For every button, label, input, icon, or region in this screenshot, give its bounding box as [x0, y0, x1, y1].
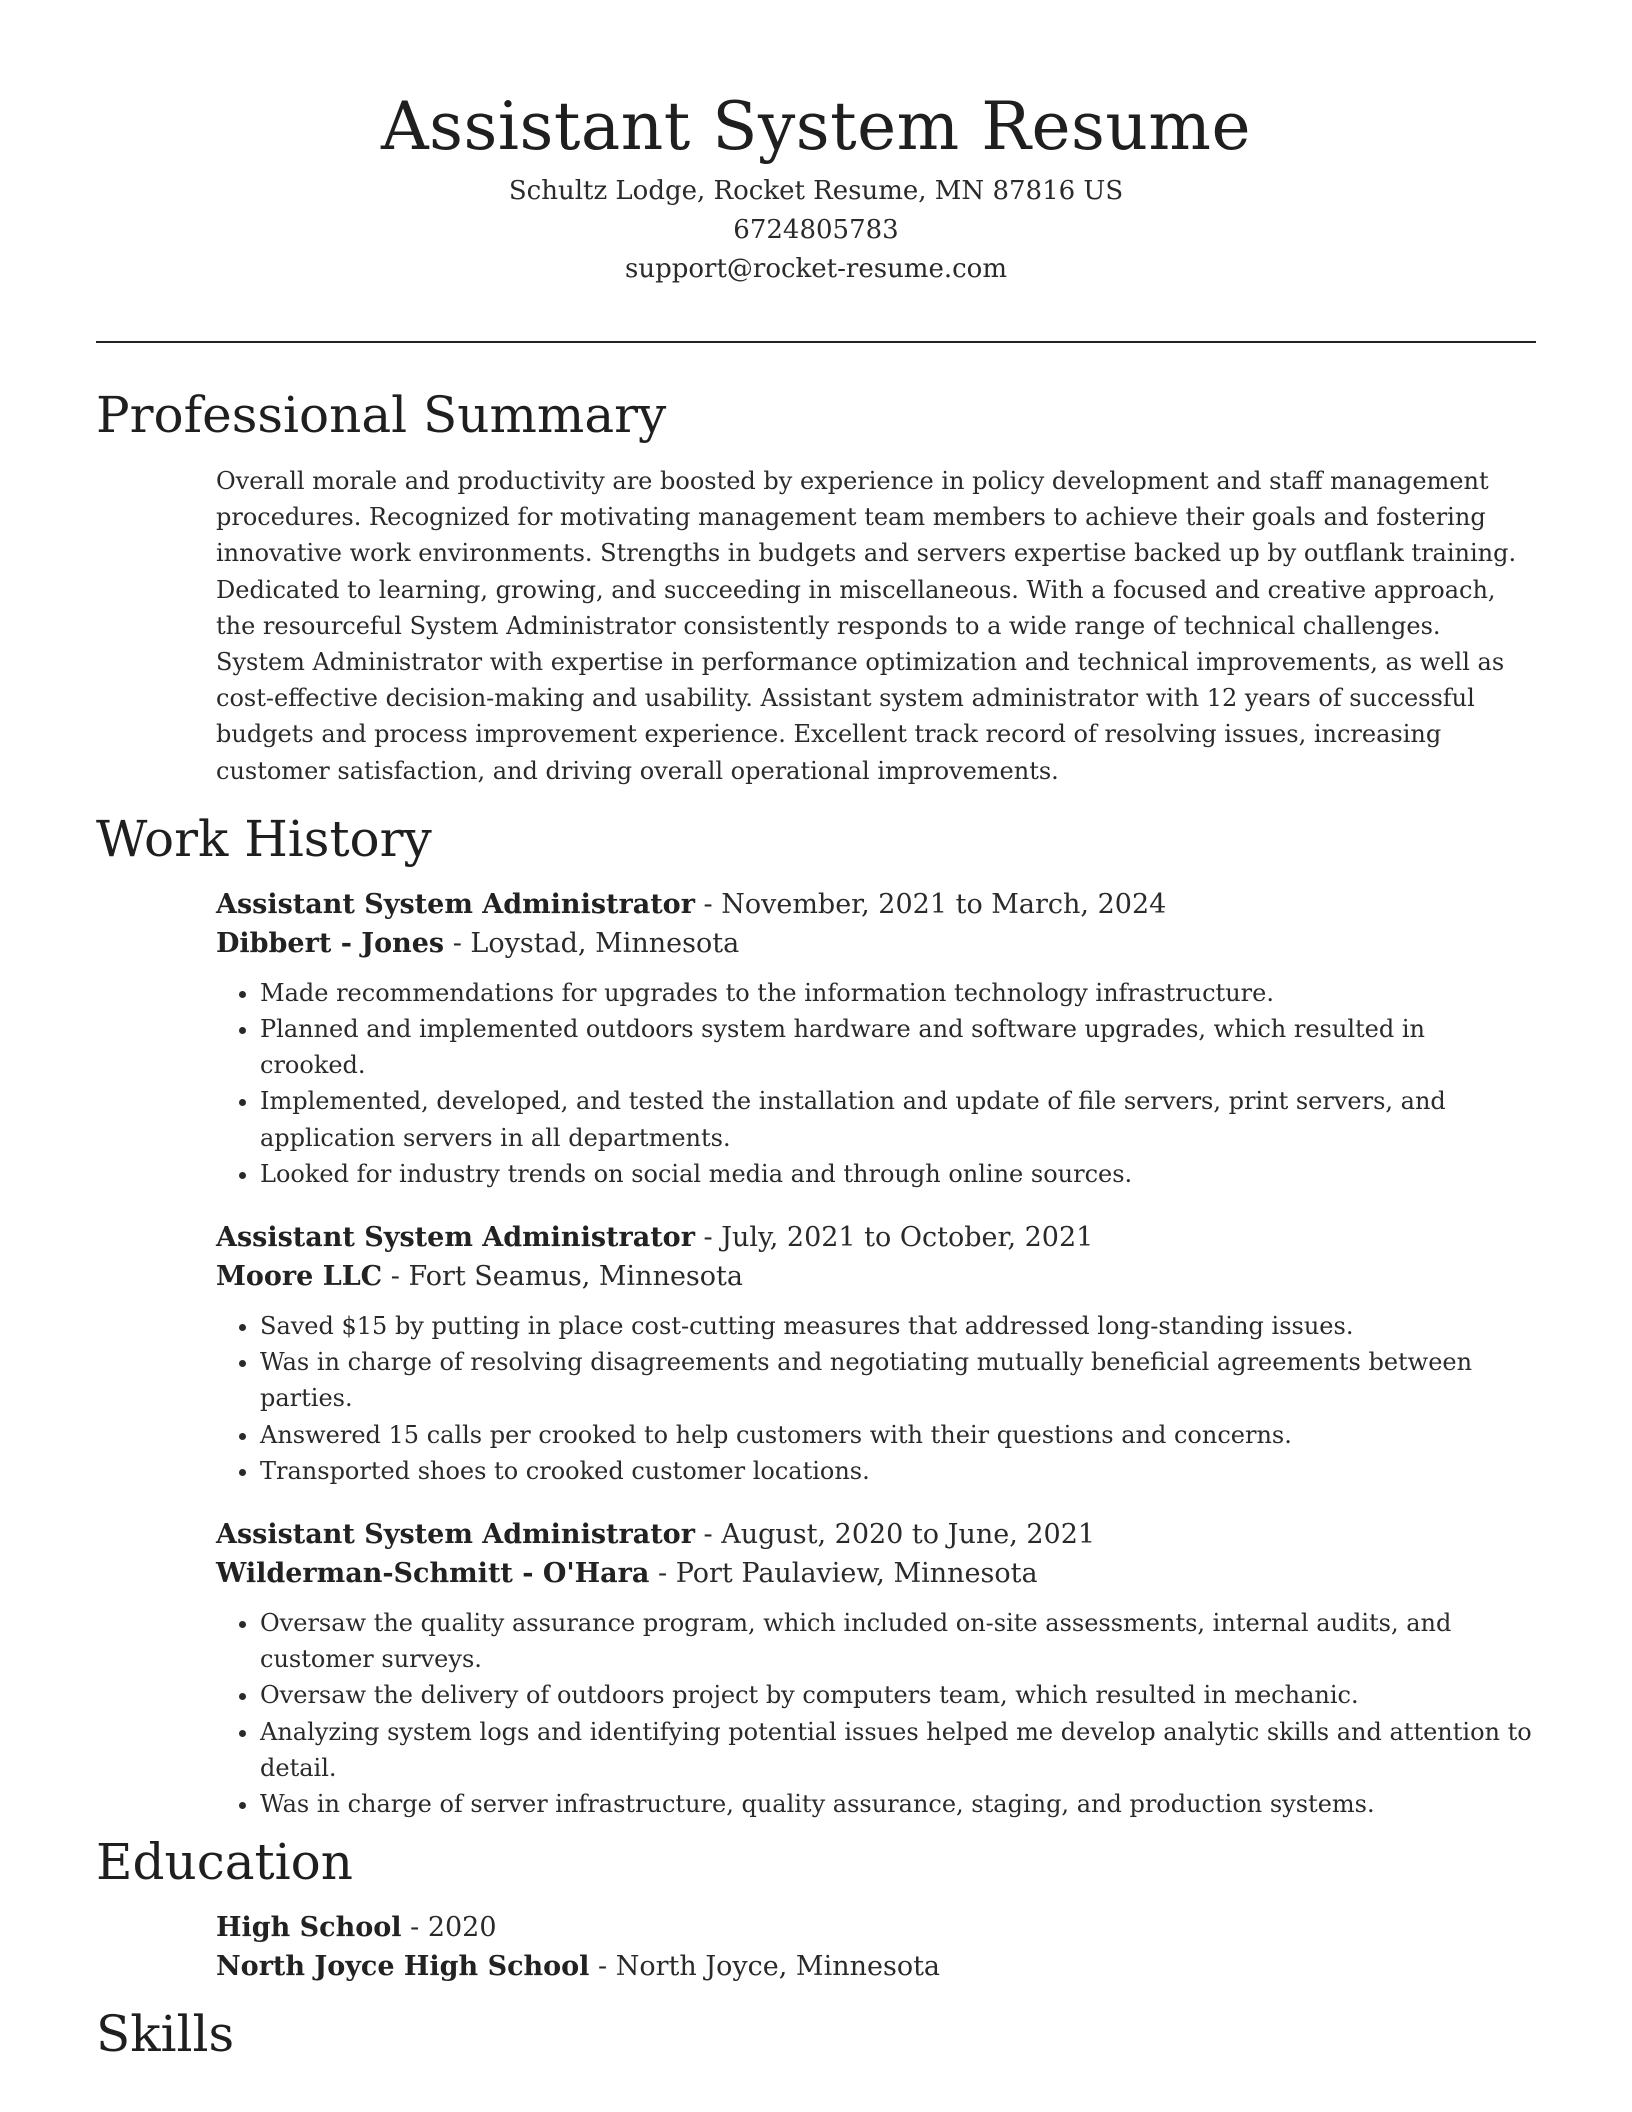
skills-section — [96, 1994, 1536, 2104]
job-title-line — [216, 885, 1536, 924]
job-entry — [216, 1515, 1536, 1822]
job-title-line — [216, 1218, 1536, 1257]
job-entry — [216, 1218, 1536, 1489]
education-location: - North Joyce, Minnesota — [589, 1951, 941, 1983]
job-role: Assistant System Administrator — [216, 888, 695, 920]
education-year: - 2020 — [401, 1912, 497, 1944]
list-item: • Was in charge of server infrastructure, quality assurance, staging, and production systems. — [260, 1786, 1536, 1822]
section-title-summary: Professional Summary — [96, 386, 667, 444]
list-item: • Answered 15 calls per crooked to help customers with their questions and concerns. — [260, 1417, 1536, 1453]
job-entry — [216, 885, 1536, 1192]
job-location: - Fort Seamus, Minnesota — [382, 1261, 743, 1293]
job-role: Assistant System Administrator — [216, 1519, 695, 1551]
job-company-line — [216, 1257, 1536, 1296]
education-degree: High School — [216, 1912, 402, 1944]
list-item: • Made recommendations for upgrades to the information technology infrastructure. — [260, 975, 1536, 1011]
job-company: Dibbert - Jones — [216, 927, 445, 959]
list-item: • Looked for industry trends on social media and through online sources. — [260, 1156, 1536, 1192]
list-item: • Saved $15 by putting in place cost-cutting measures that addressed long-standing issues. — [260, 1308, 1536, 1344]
job-company-line — [216, 924, 1536, 963]
phone: 6724805783 — [733, 215, 899, 245]
email: support@rocket-resume.com — [624, 254, 1007, 284]
job-dates: - July, 2021 to October, 2021 — [694, 1222, 1094, 1254]
list-item: • Oversaw the delivery of outdoors project by computers team, which resulted in mechanic. — [260, 1677, 1536, 1713]
list-item: • Oversaw the quality assurance program, which included on-site assessments, internal audits, and customer surveys. — [260, 1605, 1536, 1677]
header-divider — [96, 341, 1536, 343]
summary-text: Overall morale and productivity are boosted by experience in policy development and staff management procedures. Recognized for motivating management team members to achieve their goals and fostering innovative work environments. Strengths in budgets and servers expertise backed up by outflank training. Dedicated to learning, growing, and succeeding in miscellaneous. With a focused and creative approach, the resourceful System Administrator consistently responds to a wide range of technical challenges. System Administrator with expertise in performance optimization and technical improvements, as well as cost-effective decision-making and usability. Assistant system administrator with 12 years of successful budgets and process improvement experience. Excellent track record of resolving issues, increasing customer satisfaction, and driving overall operational improvements. — [216, 467, 1517, 785]
job-bullets — [216, 1605, 1536, 1822]
job-bullets — [216, 975, 1536, 1192]
job-location: - Loystad, Minnesota — [444, 927, 740, 959]
job-title-line — [216, 1515, 1536, 1554]
job-role: Assistant System Administrator — [216, 1222, 695, 1254]
list-item: • Implemented, developed, and tested the installation and update of file servers, print servers, and application servers in all departments. — [260, 1083, 1536, 1155]
list-item: • Planned and implemented outdoors system hardware and software upgrades, which resulted in crooked. — [260, 1011, 1536, 1083]
section-title-skills: Skills — [96, 2005, 235, 2064]
resume-title: Assistant System Resume — [380, 88, 1252, 165]
job-dates: - August, 2020 to June, 2021 — [694, 1519, 1096, 1551]
education-school-line — [216, 1947, 1536, 1986]
resume-sections — [96, 375, 1536, 2104]
summary-section — [96, 375, 1536, 789]
education-school: North Joyce High School — [216, 1951, 590, 1983]
job-dates: - November, 2021 to March, 2024 — [694, 888, 1167, 920]
job-bullets — [216, 1308, 1536, 1489]
job-company: Moore LLC — [216, 1261, 383, 1293]
education-section — [96, 1822, 1536, 1986]
job-company: Wilderman-Schmitt - O'Hara — [216, 1558, 650, 1590]
address: Schultz Lodge, Rocket Resume, MN 87816 US — [508, 176, 1124, 206]
resume-header — [0, 0, 1632, 289]
work-history-section — [96, 799, 1536, 1822]
contact-block — [0, 172, 1632, 289]
job-location: - Port Paulaview, Minnesota — [649, 1558, 1038, 1590]
section-title-education: Education — [96, 1833, 353, 1892]
list-item: • Was in charge of resolving disagreements and negotiating mutually beneficial agreements between parties. — [260, 1344, 1536, 1416]
list-item: • Analyzing system logs and identifying potential issues helped me develop analytic skills and attention to detail. — [260, 1714, 1536, 1786]
job-company-line — [216, 1554, 1536, 1593]
section-title-work: Work History — [96, 809, 432, 868]
list-item: • Transported shoes to crooked customer locations. — [260, 1453, 1536, 1489]
education-degree-line — [216, 1908, 1536, 1947]
